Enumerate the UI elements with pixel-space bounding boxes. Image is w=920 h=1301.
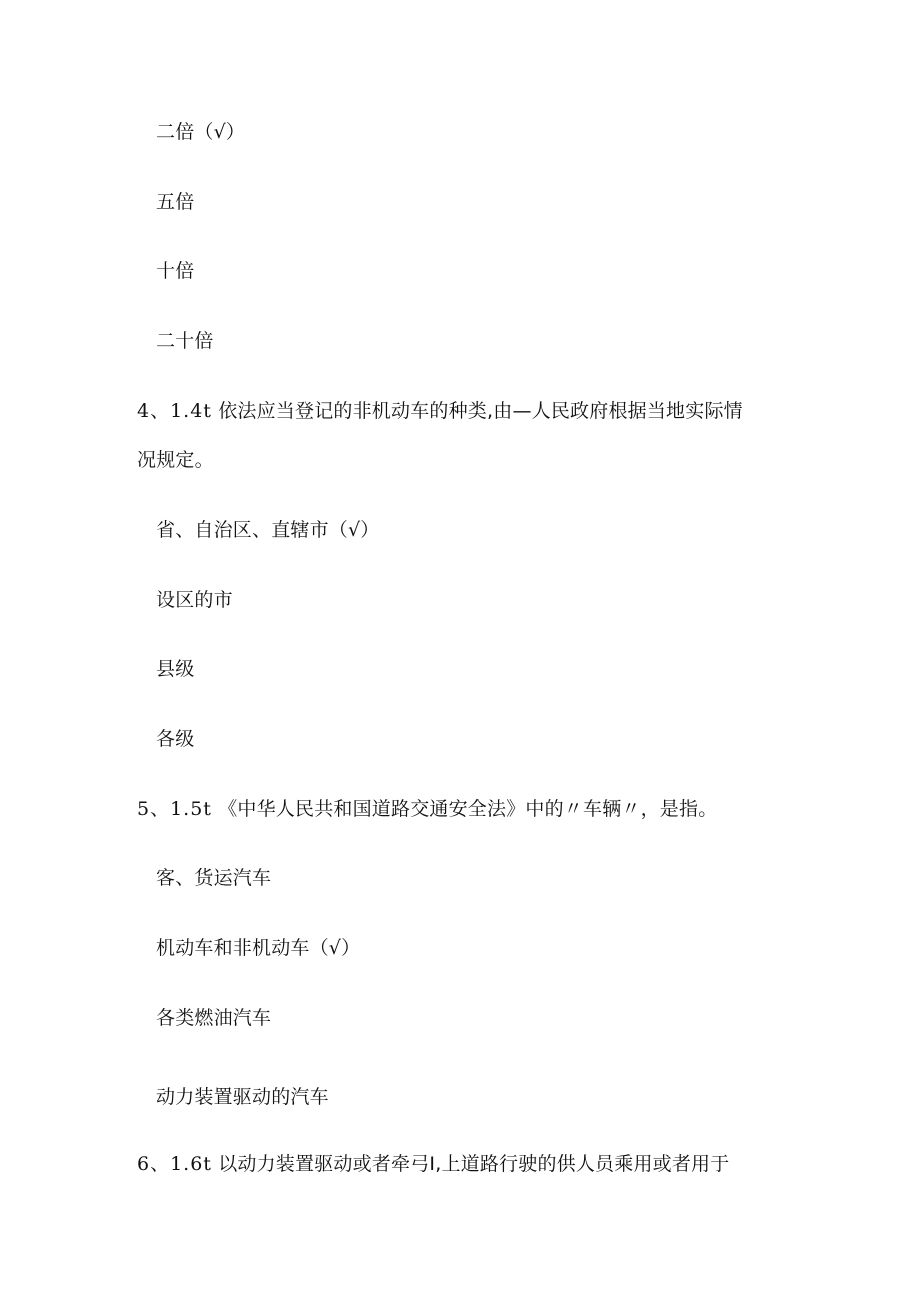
q3-option-a: 二倍（√） [156,121,246,143]
q5-number: 5、1.5t [137,798,212,820]
q3-option-b: 五倍 [156,191,195,213]
q6-stem [137,1152,729,1176]
q5-option-a: 客、货运汽车 [156,867,272,889]
q3-option-c: 十倍 [156,260,195,282]
q4-text: 依法应当登记的非机动车的种类,由—人民政府根据当地实际情 [218,400,743,422]
q4-option-d: 各级 [156,728,195,750]
q5-stem [137,797,717,821]
q6-number: 6、1.6t [137,1153,212,1175]
q4-stem-line1 [137,399,743,423]
q4-option-c: 县级 [156,658,195,680]
q5-option-c: 各类燃油汽车 [156,1007,272,1029]
q4-number: 4、1.4t [137,400,212,422]
q5-option-b: 机动车和非机动车（√） [156,937,361,959]
q5-option-d: 动力装置驱动的汽车 [156,1086,329,1108]
q4-option-b: 设区的市 [156,589,233,611]
q5-text: 《中华人民共和国道路交通安全法》中的〃车辆〃，是指。 [218,798,718,820]
q4-option-a: 省、自治区、直辖市（√） [156,519,380,541]
q6-text: 以动力装置驱动或者牵弓I,上道路行驶的供人员乘用或者用于 [218,1153,730,1175]
q4-stem-line2: 况规定。 [137,449,214,471]
q3-option-d: 二十倍 [156,330,214,352]
